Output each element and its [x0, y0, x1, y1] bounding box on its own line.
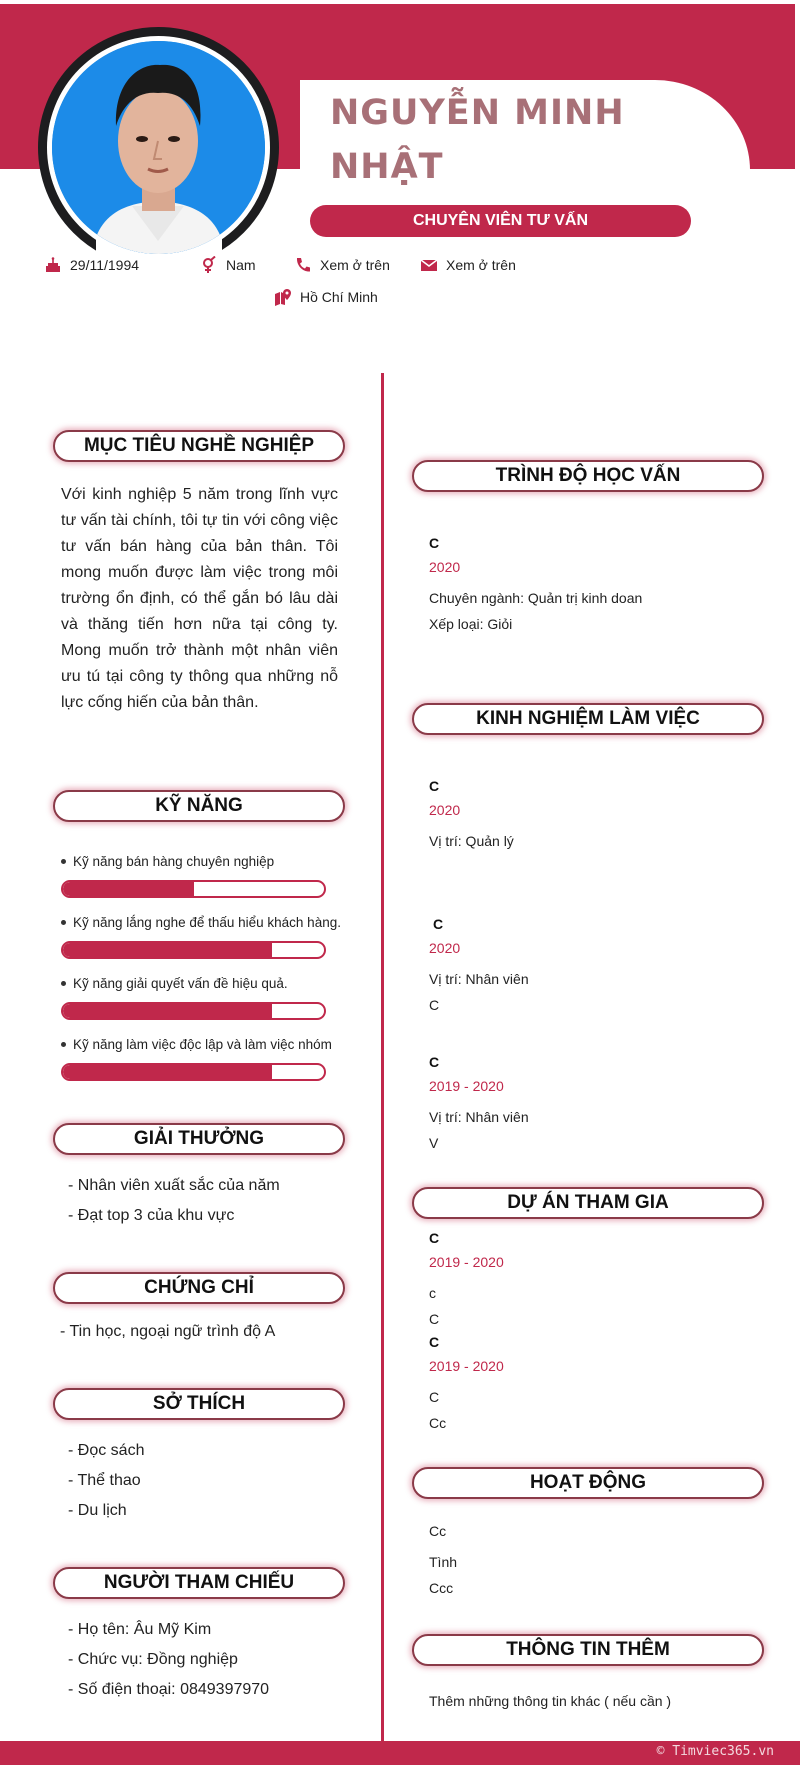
phone-info	[294, 256, 390, 274]
name-line-1: NGUYỄN MINH	[330, 93, 625, 133]
references-list	[68, 1615, 269, 1705]
awards-heading: GIẢI THƯỞNG	[53, 1123, 345, 1155]
experience-year: 2019 - 2020	[429, 1078, 504, 1094]
address-text: Hồ Chí Minh	[300, 289, 378, 305]
skill-item	[61, 1035, 361, 1081]
education-year: 2020	[429, 559, 461, 575]
activity-item: Cc	[429, 1523, 447, 1539]
awards-list	[68, 1171, 280, 1231]
birthday-text: 29/11/1994	[70, 257, 140, 273]
skill-label: Kỹ năng bán hàng chuyên nghiệp	[73, 853, 275, 869]
gender-icon	[200, 256, 218, 274]
skill-label: Kỹ năng làm việc độc lập và làm việc nhóm	[73, 1036, 332, 1052]
project-year: 2019 - 2020	[429, 1358, 504, 1374]
experience-role: Vị trí: Nhân viên	[429, 1109, 529, 1125]
objective-heading: MỤC TIÊU NGHỀ NGHIỆP	[53, 430, 345, 462]
list-item: - Họ tên: Âu Mỹ Kim	[68, 1621, 212, 1638]
list-item: - Đọc sách	[68, 1442, 145, 1459]
list-item: - Thể thao	[68, 1472, 141, 1489]
education-grade: Xếp loại: Giỏi	[429, 616, 513, 632]
education-heading: TRÌNH ĐỘ HỌC VẤN	[412, 460, 764, 492]
certificates-list	[60, 1317, 275, 1347]
experience-company: C	[433, 916, 444, 932]
skills-heading: KỸ NĂNG	[53, 790, 345, 822]
skill-bar	[61, 880, 326, 898]
name-line-2: NHẬT	[330, 147, 444, 187]
candidate-name	[330, 86, 670, 194]
project-detail: c	[429, 1285, 436, 1301]
experience-role: Vị trí: Quản lý	[429, 833, 514, 849]
skill-item	[61, 913, 361, 959]
activities-heading: HOẠT ĐỘNG	[412, 1467, 764, 1499]
position-badge: CHUYÊN VIÊN TƯ VẤN	[310, 205, 691, 237]
project-name: C	[429, 1334, 440, 1350]
avatar-photo	[52, 41, 265, 254]
phone-text: Xem ở trên	[320, 257, 390, 273]
experience-company: C	[429, 1054, 440, 1070]
skill-bar	[61, 1063, 326, 1081]
experience-company: C	[429, 778, 440, 794]
email-text: Xem ở trên	[446, 257, 516, 273]
list-item: - Du lịch	[68, 1502, 127, 1519]
skill-bar	[61, 1002, 326, 1020]
hobbies-heading: SỞ THÍCH	[53, 1388, 345, 1420]
activity-item: Tình	[429, 1554, 458, 1570]
list-item: - Đạt top 3 của khu vực	[68, 1207, 235, 1224]
gender-info	[200, 256, 256, 274]
skill-bar	[61, 941, 326, 959]
objective-text: Với kinh nghiệp 5 năm trong lĩnh vực tư vấn tài chính, tôi tự tin với công việc tư vấn bán hàng của bản thân. Tôi mong muốn được làm việc trong môi trường ổn định, có thể gắn bó lâu dài và thăng tiến hơn nữa tại công ty. Mong muốn trở thành một nhân viên ưu tú tại công ty thông qua những nỗ lực cống hiến của bản thân.	[61, 486, 338, 711]
birthday-info	[44, 256, 139, 274]
projects-heading: DỰ ÁN THAM GIA	[412, 1187, 764, 1219]
skill-bar-fill	[63, 1065, 272, 1079]
cake-icon	[44, 256, 62, 274]
project-detail: Cc	[429, 1415, 447, 1431]
skill-item	[61, 852, 361, 898]
avatar	[52, 41, 265, 254]
project-name: C	[429, 1230, 440, 1246]
map-pin-icon	[274, 288, 292, 306]
bullet-icon	[61, 859, 66, 864]
hobbies-list	[68, 1436, 144, 1526]
bullet-icon	[61, 1042, 66, 1047]
mail-icon	[420, 256, 438, 274]
experience-heading: KINH NGHIỆM LÀM VIỆC	[412, 703, 764, 735]
experience-desc: C	[429, 997, 440, 1013]
list-item: - Tin học, ngoại ngữ trình độ A	[60, 1323, 276, 1340]
list-item: - Số điện thoại: 0849397970	[68, 1681, 270, 1698]
bullet-icon	[61, 920, 66, 925]
column-divider	[381, 373, 384, 1745]
list-item: - Nhân viên xuất sắc của năm	[68, 1177, 280, 1194]
skill-label: Kỹ năng lắng nghe để thấu hiểu khách hàng.	[73, 914, 341, 930]
skill-bar-fill	[63, 882, 194, 896]
more-info-heading: THÔNG TIN THÊM	[412, 1634, 764, 1666]
experience-year: 2020	[429, 802, 461, 818]
project-year: 2019 - 2020	[429, 1254, 504, 1270]
references-heading: NGƯỜI THAM CHIẾU	[53, 1567, 345, 1599]
project-detail: C	[429, 1311, 440, 1327]
education-major: Chuyên ngành: Quản trị kinh doan	[429, 590, 643, 606]
email-info	[420, 256, 516, 274]
skill-label: Kỹ năng giải quyết vấn đề hiệu quả.	[73, 975, 288, 991]
skill-item	[61, 974, 361, 1020]
bullet-icon	[61, 981, 66, 986]
education-school: C	[429, 535, 440, 551]
more-info-text: Thêm những thông tin khác ( nếu cần )	[429, 1693, 672, 1709]
skill-bar-fill	[63, 1004, 272, 1018]
list-item: - Chức vụ: Đồng nghiệp	[68, 1651, 238, 1668]
experience-year: 2020	[429, 940, 461, 956]
certificates-heading: CHỨNG CHỈ	[53, 1272, 345, 1304]
address-info	[274, 288, 378, 306]
activity-item: Ccc	[429, 1580, 454, 1596]
experience-desc: V	[429, 1135, 439, 1151]
skill-bar-fill	[63, 943, 272, 957]
phone-icon	[294, 256, 312, 274]
gender-text: Nam	[226, 257, 256, 273]
experience-role: Vị trí: Nhân viên	[429, 971, 529, 987]
watermark: © Timviec365.vn	[656, 1744, 774, 1759]
project-detail: C	[429, 1389, 440, 1405]
